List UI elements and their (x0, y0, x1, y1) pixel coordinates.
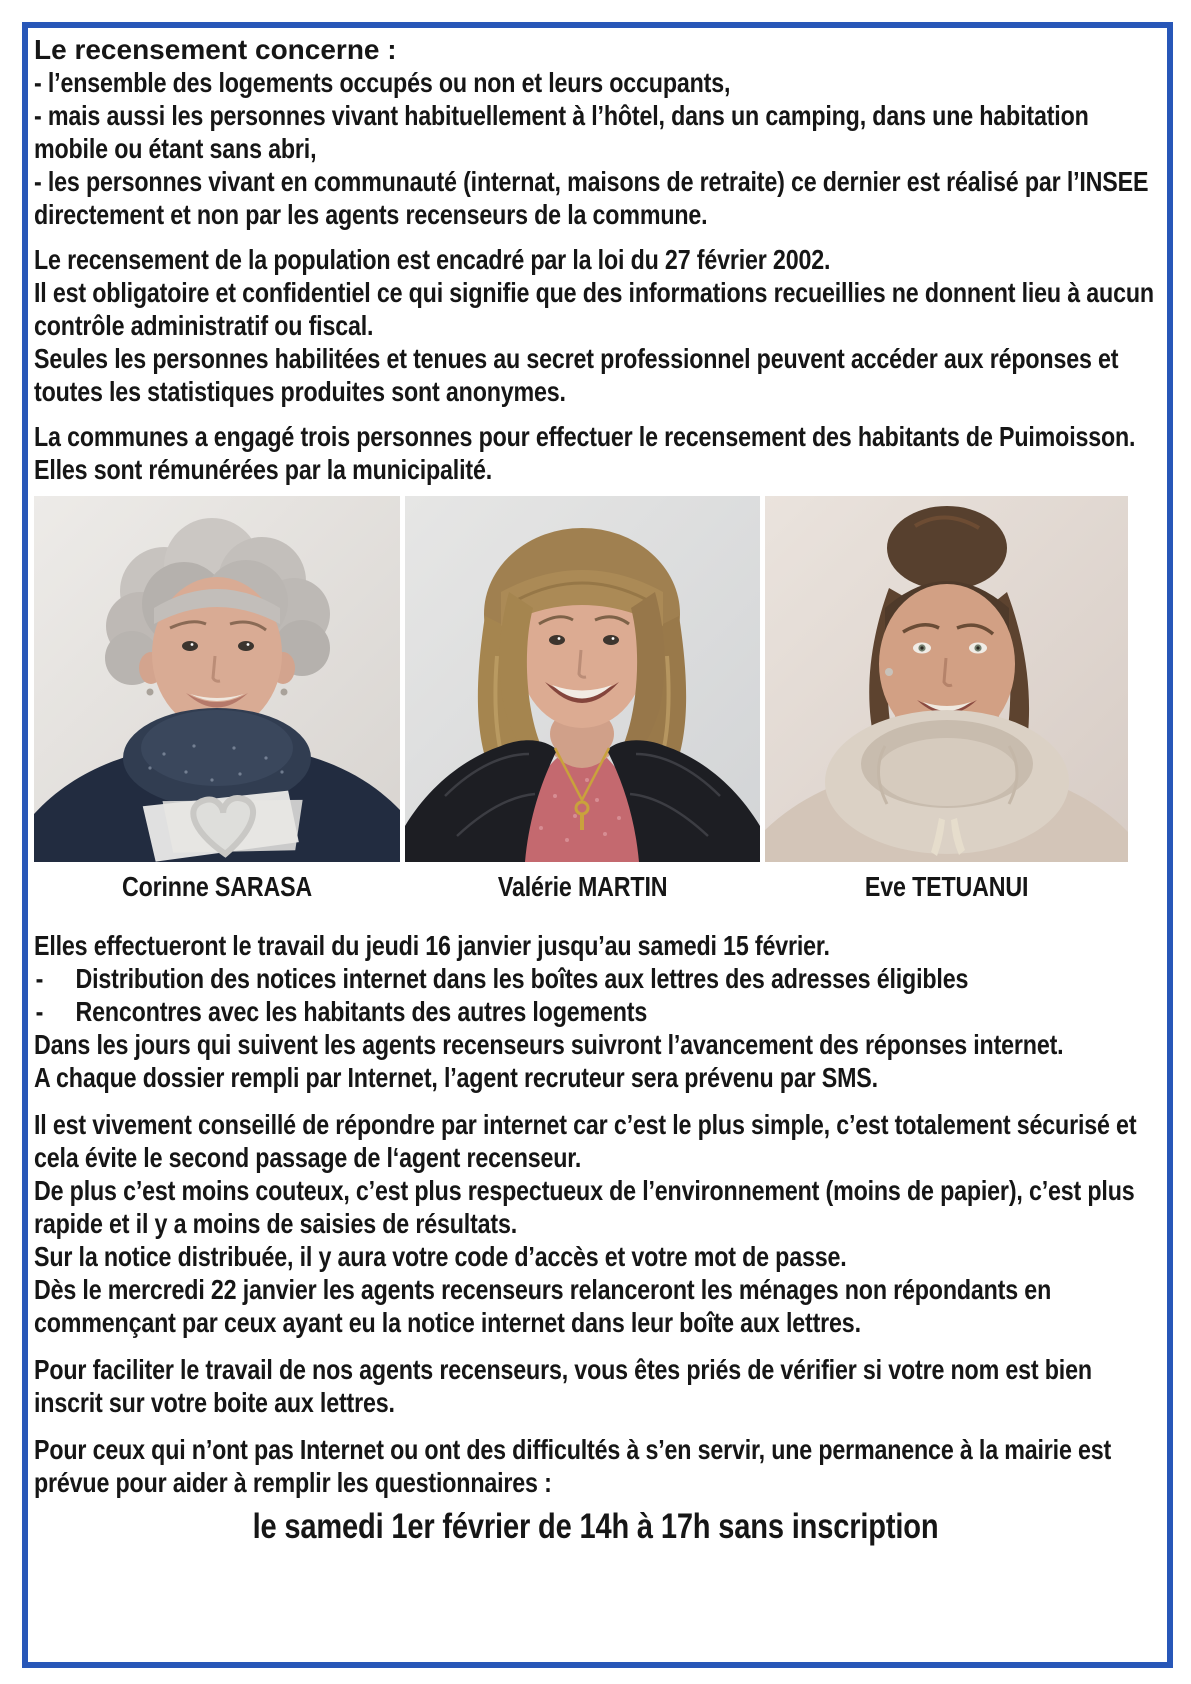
valerie-portrait-illustration (405, 496, 760, 862)
agent-photo-eve (765, 496, 1128, 862)
intro-paragraph (34, 33, 1167, 231)
bullet-dash: - (35, 996, 44, 1027)
schedule-bullet-line (34, 962, 1157, 995)
agent-name-eve: Eve TETUANUI (864, 871, 1029, 902)
agent-photo-valerie (405, 496, 760, 862)
schedule-followup-line: Dans les jours qui suivent les agents recenseurs suivront l’avancement des réponses internet. (34, 1029, 1064, 1060)
hiring-line: Elles sont rémunérées par la municipalité. (34, 454, 493, 485)
schedule-followup (34, 1028, 1157, 1094)
help-paragraph (34, 1433, 1157, 1499)
intro-bullet-line: - mais aussi les personnes vivant habituellement à l’hôtel, dans un camping, dans une habitation mobile ou étant sans abri, (34, 100, 1089, 164)
schedule-intro-line: Elles effectueront le travail du jeudi 16 janvier jusqu’au samedi 15 février. (34, 930, 830, 961)
intro-bullet-line: - les personnes vivant en communauté (internat, maisons de retraite) ce dernier est réalisé par l’INSEE directement et non par les agents recenseurs de la commune. (34, 166, 1149, 230)
eve-portrait-illustration (765, 496, 1128, 862)
help-line: Pour ceux qui n’ont pas Internet ou ont des difficultés à s’en servir, une permanence à la mairie est prévue pour aider à remplir les questionnaires : (34, 1434, 1112, 1498)
intro-bullets (34, 66, 1157, 231)
law-line: Seules les personnes habilitées et tenues au secret professionnel peuvent accéder aux réponses et toutes les statistiques produites sont anonymes. (34, 343, 1119, 407)
bullet-dash: - (35, 963, 44, 994)
internet-line: Il est vivement conseillé de répondre par internet car c’est le plus simple, c’est totalement sécurisé et cela évite le second passage de l‘agent recenseur. (34, 1109, 1137, 1173)
schedule-followup-line: A chaque dossier rempli par Internet, l’agent recruteur sera prévenu par SMS. (34, 1062, 878, 1093)
mailbox-paragraph (34, 1353, 1157, 1419)
internet-line: Sur la notice distribuée, il y aura votre code d’accès et votre mot de passe. (34, 1241, 847, 1272)
schedule-bullet-text: Distribution des notices internet dans les boîtes aux lettres des adresses éligibles (75, 963, 969, 994)
schedule-bullet-line (34, 995, 1157, 1028)
law-paragraph (34, 243, 1157, 408)
page-frame (22, 22, 1173, 1668)
schedule-bullets (34, 962, 1157, 1028)
intro-bullet-line: - l’ensemble des logements occupés ou non et leurs occupants, (34, 67, 731, 98)
footer-highlight: le samedi 1er février de 14h à 17h sans inscription (252, 1507, 939, 1546)
agent-photo-corinne (34, 496, 400, 862)
corinne-portrait-illustration (34, 496, 400, 862)
hiring-line: La communes a engagé trois personnes pour effectuer le recensement des habitants de Puimoisson. (34, 421, 1136, 452)
internet-line: Dès le mercredi 22 janvier les agents recenseurs relanceront les ménages non répondants en commençant par ceux ayant eu la notice internet dans leur boîte aux lettres. (34, 1274, 1052, 1338)
agent-names-row (34, 870, 1157, 903)
intro-heading: Le recensement concerne : (34, 34, 397, 65)
law-line: Le recensement de la population est encadré par la loi du 27 février 2002. (34, 244, 831, 275)
agent-name-corinne: Corinne SARASA (121, 871, 313, 902)
internet-paragraph (34, 1108, 1157, 1339)
schedule-paragraph (34, 929, 1157, 1094)
schedule-bullet-text: Rencontres avec les habitants des autres logements (75, 996, 648, 1027)
agent-name-valerie: Valérie MARTIN (497, 871, 668, 902)
internet-line: De plus c’est moins couteux, c’est plus respectueux de l’environnement (moins de papier), c’est plus rapide et il y a moins de saisies de résultats. (34, 1175, 1135, 1239)
mailbox-line: Pour faciliter le travail de nos agents recenseurs, vous êtes priés de vérifier si votre nom est bien inscrit sur votre boite aux lettres. (34, 1354, 1092, 1418)
law-line: Il est obligatoire et confidentiel ce qui signifie que des informations recueillies ne donnent lieu à aucun contrôle administratif ou fiscal. (34, 277, 1154, 341)
hiring-paragraph (34, 420, 1157, 486)
agent-photos-row (34, 496, 1167, 862)
